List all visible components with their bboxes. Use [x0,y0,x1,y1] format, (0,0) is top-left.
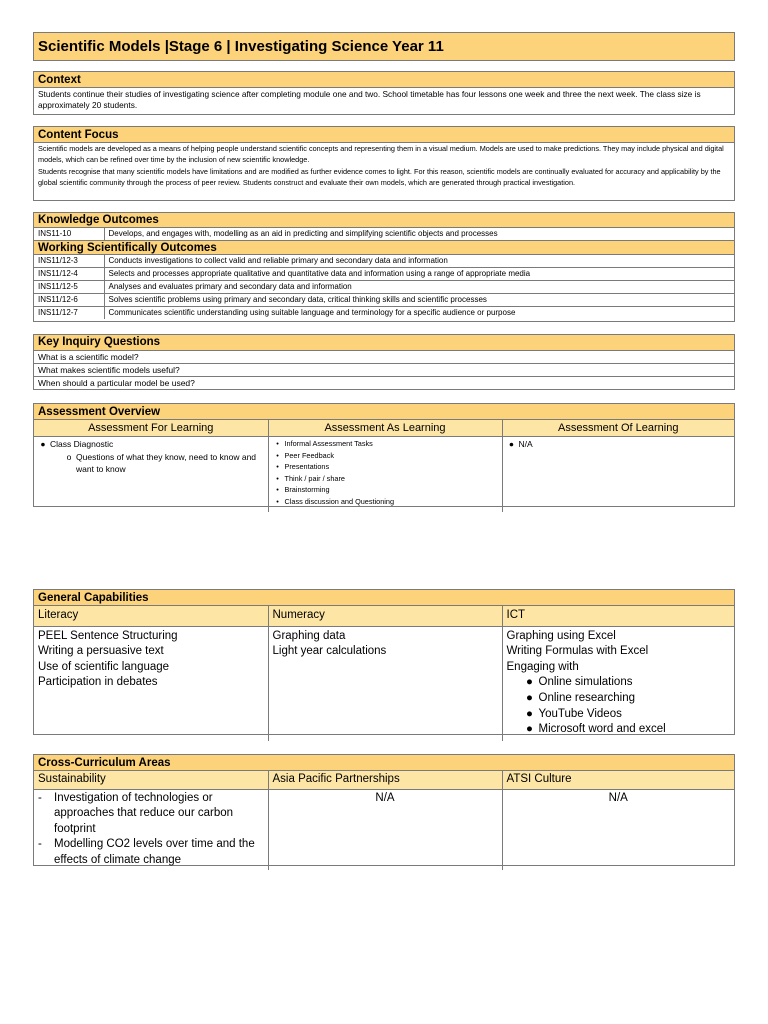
working-outcomes-heading: Working Scientifically Outcomes [34,240,734,255]
assessment-of-item: N/A [518,439,533,449]
assessment-as-cell [268,437,502,513]
dash-bullet-icon: - [38,838,42,851]
asia-pacific-value: N/A [375,791,395,804]
context-section [33,71,735,115]
assessment-of-header: Assessment Of Learning [502,420,734,437]
literacy-item: Writing a persuasive text [38,645,164,658]
ict-item: Engaging with [506,660,579,673]
table-row [34,626,734,741]
sustainability-item: Investigation of technologies or approaches that reduce our carbon footprint [54,791,234,835]
outcome-text: Communicates scientific understanding using suitable language and terminology for a specific audience or purpose [104,307,734,320]
cross-curriculum-heading: Cross-Curriculum Areas [34,755,734,771]
assessment-as-item: Brainstorming [284,485,330,495]
cross-curriculum-table [34,771,734,870]
table-row [34,228,734,240]
outcomes-section [33,212,735,322]
content-focus-heading: Content Focus [34,127,734,143]
outcome-code: INS11/12-5 [34,281,104,294]
general-capabilities-section [33,589,735,735]
numeracy-header: Numeracy [268,606,502,626]
table-row [34,789,734,869]
literacy-item: PEEL Sentence Structuring [38,629,178,642]
inquiry-question: What is a scientific model? [34,350,734,363]
document-title: Scientific Models |Stage 6 | Investigating Science Year 11 [34,33,734,60]
outcome-code: INS11-10 [38,229,72,238]
table-row [34,268,734,281]
assessment-for-cell [34,437,268,513]
assessment-for-subitem: Questions of what they know, need to know and want to know [76,451,257,474]
assessment-as-item: Presentations [284,462,330,472]
outcome-code: INS11/12-7 [34,307,104,320]
outcome-text: Selects and processes appropriate qualitative and quantitative data and information using a range of appropriate media [104,268,734,281]
key-inquiry-section [33,334,735,390]
atsi-cell [502,789,734,869]
outcome-text: Conducts investigations to collect valid and reliable primary and secondary data and information [104,255,734,268]
dash-bullet-icon: - [38,791,42,804]
assessment-column-headers [34,420,734,437]
document-title-box [33,32,735,61]
bullet-icon: ● [526,691,533,704]
sustainability-header: Sustainability [34,771,268,789]
outcome-code: INS11/12-6 [34,294,104,307]
context-heading: Context [34,72,734,88]
cross-curriculum-section [33,754,735,866]
ict-bullet-item: Online researching [538,691,636,704]
knowledge-outcomes-heading: Knowledge Outcomes [34,213,734,228]
assessment-for-item: Class Diagnostic [50,439,114,449]
asia-pacific-cell [268,789,502,869]
assessment-for-header: Assessment For Learning [34,420,268,437]
bullet-icon: ● [526,676,533,689]
outcome-code: INS11/12-4 [34,268,104,281]
assessment-of-cell [502,437,734,513]
outcome-text: Develops, and engages with, modelling as an aid in predicting and simplifying scientific objects and processes [104,228,734,240]
bullet-icon: • [276,473,279,483]
table-row [34,437,734,513]
bullet-icon: ● [526,723,533,736]
assessment-heading: Assessment Overview [34,404,734,420]
assessment-as-item: Think / pair / share [284,473,345,483]
working-outcomes-table [34,255,734,319]
assessment-table [34,420,734,512]
general-capabilities-heading: General Capabilities [34,590,734,606]
numeracy-item: Graphing data [272,629,346,642]
bullet-icon: • [276,462,279,472]
general-capabilities-table [34,606,734,741]
ict-item: Writing Formulas with Excel [506,645,649,658]
key-inquiry-heading: Key Inquiry Questions [34,335,734,350]
ict-bullet-item: YouTube Videos [538,707,622,720]
outcome-code: INS11/12-3 [38,256,78,265]
circle-bullet-icon: o [66,451,72,462]
inquiry-question: When should a particular model be used? [34,376,734,389]
bullet-icon: ● [508,439,515,449]
assessment-as-header: Assessment As Learning [268,420,502,437]
bullet-icon: ● [526,707,533,720]
inquiry-question: What makes scientific models useful? [34,363,734,376]
table-row [34,294,734,307]
context-text: Students continue their studies of investigating science after completing module one and two. School timetable has four lessons one week and three the next week. The class size is approximately 20 students. [38,89,701,110]
bullet-icon: • [276,450,279,460]
literacy-cell [34,626,268,741]
bullet-icon: • [276,439,279,448]
capabilities-column-headers [34,606,734,626]
outcome-text: Analyses and evaluates primary and secondary data and information [104,281,734,294]
ict-bullet-item: Online simulations [538,676,633,689]
literacy-item: Use of scientific language [38,660,170,673]
literacy-header: Literacy [34,606,268,626]
numeracy-item: Light year calculations [272,645,387,658]
assessment-as-item: Informal Assessment Tasks [284,439,373,448]
table-row [34,255,734,268]
sustainability-item: Modelling CO2 levels over time and the effects of climate change [54,838,255,866]
cross-curriculum-column-headers [34,771,734,789]
atsi-value: N/A [608,791,628,804]
outcome-text: Solves scientific problems using primary and secondary data, critical thinking skills and scientific processes [104,294,734,307]
assessment-as-item: Class discussion and Questioning [284,496,395,506]
atsi-header: ATSI Culture [502,771,734,789]
ict-cell [502,626,734,741]
assessment-section [33,403,735,507]
knowledge-outcomes-table [34,228,734,240]
numeracy-cell [268,626,502,741]
table-row [34,281,734,294]
assessment-as-item: Peer Feedback [284,450,334,460]
bullet-icon: • [276,496,279,506]
bullet-icon: • [276,485,279,495]
bullet-icon: ● [40,439,46,449]
literacy-item: Participation in debates [38,676,158,689]
asia-pacific-header: Asia Pacific Partnerships [268,771,502,789]
ict-item: Graphing using Excel [506,629,616,642]
ict-bullet-item: Microsoft word and excel [538,723,666,736]
table-row [34,307,734,320]
sustainability-cell [34,789,268,869]
content-focus-para-2: Students recognise that many scientific models have limitations and are modified as further evidence comes to light. For this reason, scientific models are continually evaluated for accuracy and applicability by the global scientific community through the process of peer review. Students construct and evaluate their own models, which are generated through practical investigation. [38,166,721,187]
content-focus-section [33,126,735,201]
ict-header: ICT [502,606,734,626]
content-focus-para-1: Scientific models are developed as a means of helping people understand scientific concepts and representing them in a visual medium. Models are used to make predictions. They may include physical and digital models, which can be refined over time by the inclusion of new scientific knowledge. [38,144,724,165]
